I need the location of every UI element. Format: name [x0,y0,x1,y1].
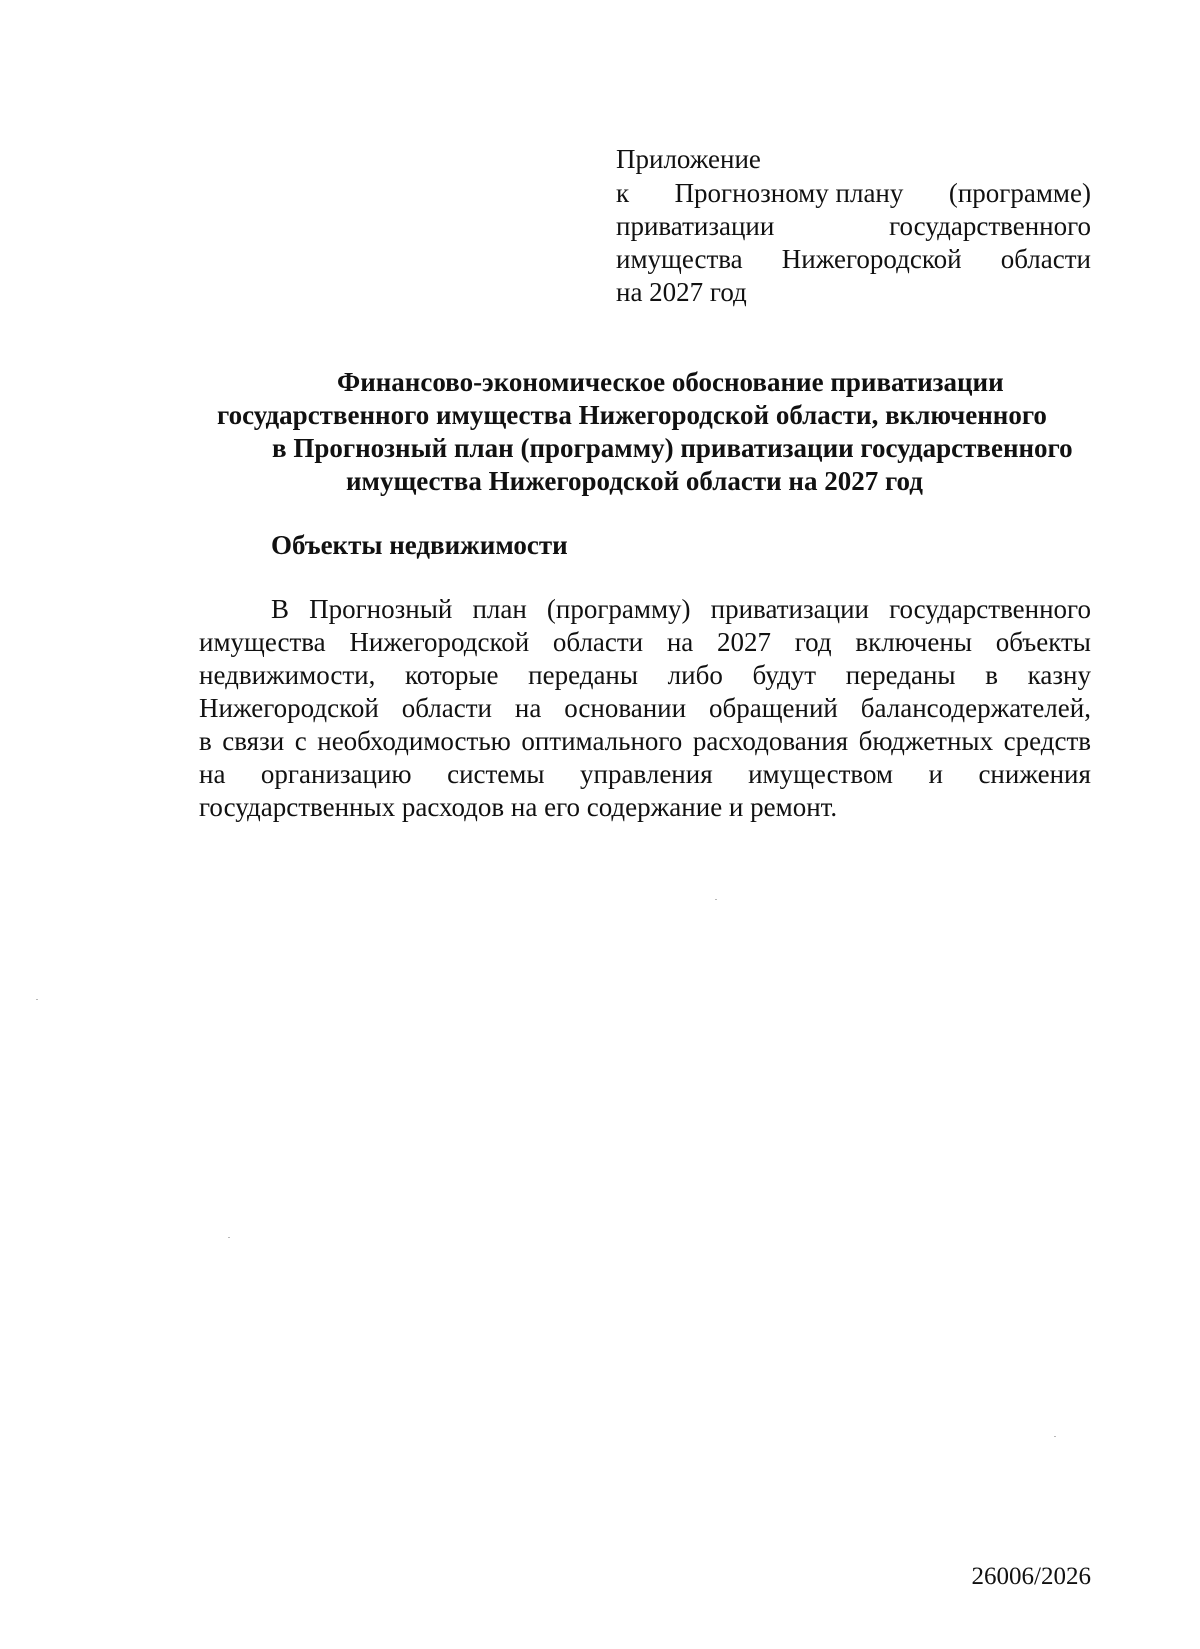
word: приватизации [710,594,869,624]
word: средств [1003,726,1091,756]
title-line-4: имущества Нижегородской области на 2027 год [346,466,923,496]
annex-line-5: на 2027 год [616,277,747,307]
word: в [199,726,212,756]
word: необходимостью [317,726,511,756]
title-line-1: Финансово-экономическое обоснование приватизации [337,367,1004,397]
annex-word: Прогнозному плану [674,178,904,208]
paragraph-line-3 [199,659,1091,691]
word: снижения [978,759,1091,789]
scan-speck [228,1237,230,1238]
word: план [472,594,527,624]
word: В [271,594,290,624]
word: оптимального [521,726,683,756]
word: на [666,627,694,657]
annex-line-2 [616,177,1091,209]
word: Нижегородской [349,627,530,657]
word: либо [667,660,723,690]
word: переданы [845,660,956,690]
word: связи [222,726,285,756]
annex-word: (программе) [948,178,1091,208]
section-heading: Объекты недвижимости [271,530,568,560]
word: на [199,759,226,789]
word: будут [752,660,817,690]
word: и [928,759,943,789]
word: (программу) [546,594,691,624]
title-line-2: государственного имущества Нижегородской области, включенного [217,400,1047,430]
paragraph-line-5 [199,725,1091,757]
word: расходования [692,726,849,756]
annex-word: к [616,178,630,208]
paragraph-line-4 [199,692,1091,724]
word: области [401,693,492,723]
word: которые [405,660,499,690]
scan-speck [36,999,38,1000]
annex-line-1: Приложение [616,144,761,174]
word: основании [564,693,687,723]
annex-line-4 [616,243,1091,275]
annex-word: области [1000,244,1091,274]
word: области [552,627,644,657]
title-line-3: в Прогнозный план (программу) приватизации государственного [272,433,1073,463]
word: казну [1027,660,1091,690]
scan-speck [715,899,717,900]
word: имущества [199,627,326,657]
annex-word: Нижегородской [781,244,962,274]
annex-word: приватизации [616,211,775,241]
word: 2027 [717,627,772,657]
word: государственного [889,594,1091,624]
word: имуществом [748,759,894,789]
word: переданы [528,660,639,690]
word: в [985,660,998,690]
word: бюджетных [858,726,994,756]
annex-word: имущества [616,244,743,274]
word: балансодержателей, [860,693,1091,723]
paragraph-line-6 [199,758,1091,790]
word: год [794,627,832,657]
word: на [514,693,542,723]
word: с [294,726,307,756]
word: объекты [995,627,1091,657]
word: системы [447,759,545,789]
word: обращений [709,693,838,723]
word: Нижегородской [199,693,379,723]
annex-line-3 [616,210,1091,242]
word: недвижимости, [199,660,376,690]
paragraph-line-2 [199,626,1091,658]
word: организацию [260,759,412,789]
word: управления [580,759,713,789]
annex-word: государственного [889,211,1091,241]
document-number: 26006/2026 [971,1563,1091,1590]
word: Прогнозный [309,594,453,624]
paragraph-line-7: государственных расходов на его содержание и ремонт. [199,792,838,822]
paragraph-line-1 [271,593,1091,625]
scan-speck [1054,1436,1056,1437]
word: включены [855,627,972,657]
